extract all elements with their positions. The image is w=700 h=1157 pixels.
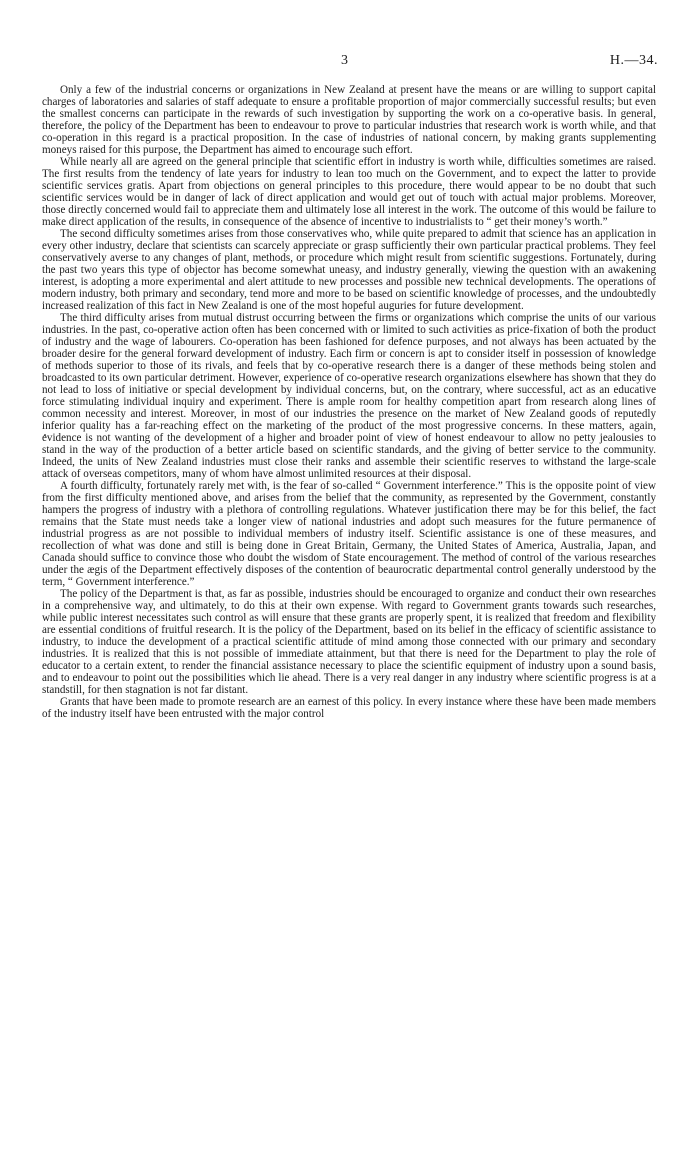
paragraph-4: The third difficulty arises from mutual distrust occurring between the firms or organizations which comprise the units of our various industries. In the past, co-operative action often has been concerned with or limited to such activities as price-fixation of both the product of industry and the wage of labourers. Co-operation has been fashioned for defence purposes, and not always has been actuated by the broader desire for the general forward development of industry. Each firm or concern is apt to consider itself in possession of knowledge of methods superior to those of its rivals, and feels that by co-operative research there is a danger of these methods being stolen and broadcasted to its own particular detriment. However, experience of co-operative research organizations elsewhere has shown that they do not lead to loss of initiative or special development by individual concerns, but, on the contrary, where successful, act as an educative force stimulating individual inquiry and experiment. There is ample room for healthy competition apart from research along lines of common necessity and interest. Moreover, in most of our industries the presence on the market of New Zealand goods of reputedly inferior quality has a far-reaching effect on the marketing of the product of the most progressive concerns. In these matters, again, evidence is not wanting of the development of a higher and broader point of view of honest endeavour to allow no petty jealousies to stand in the way of the production of a better article based on scientific standards, and the giving of better service to the community. Indeed, the units of New Zealand industries must close their ranks and assemble their scientific reserves to withstand the large-scale attack of overseas competitors, many of whom have almost unlimited resources at their disposal. [42,312,656,480]
paragraph-3: The second difficulty sometimes arises from those conservatives who, while quite prepared to admit that science has an application in every other industry, declare that scientists can scarcely appreciate or grasp sufficiently their own particular practical problems. They feel conservatively averse to any changes of plant, methods, or procedure which might result from scientific suggestions. Fortunately, during the past two years this type of objector has become somewhat uneasy, and industry generally, viewing the question with an awakening interest, is adopting a more experimental and alert attitude to new processes and possible new technical developments. The operations of modern industry, both primary and secondary, tend more and more to be based on scientific knowledge of processes, and the undoubtedly increased realization of this fact in New Zealand is one of the most hopeful auguries for future development. [42,228,656,312]
body-text [42,84,656,720]
paragraph-1: Only a few of the industrial concerns or organizations in New Zealand at present have the means or are willing to support capital charges of laboratories and salaries of staff adequate to ensure a profitable proportion of major commercially successful results; but even the smallest concerns can participate in the rewards of such investigation by supporting the work on a co-operative basis. In general, therefore, the policy of the Department has been to endeavour to prove to particular industries that research work is worth while, and that co-operation in this regard is a practical proposition. In the case of industries of national concern, by making grants supplementing moneys raised for this purpose, the Department has aimed to encourage such effort. [42,84,656,156]
page-number: 3 [341,53,348,68]
paragraph-2: While nearly all are agreed on the general principle that scientific effort in industry is worth while, difficulties sometimes are raised. The first results from the tendency of late years for industry to lean too much on the Government, and to expect the latter to provide scientific services gratis. Apart from objections on general principles to this procedure, there would appear to be no doubt that such scientific services would be in danger of lack of direct application and would get out of touch with actual major problems. Moreover, those directly concerned would fail to appreciate them and ultimately lose all interest in the work. The outcome of this would be failure to make direct application of the results, in consequence of the absence of incentive to industrialists to “ get their money’s worth.” [42,156,656,228]
paragraph-5: A fourth difficulty, fortunately rarely met with, is the fear of so-called “ Government interference.” This is the opposite point of view from the first difficulty mentioned above, and arises from the belief that the community, as represented by the Government, constantly hampers the progress of industry with a plethora of controlling regulations. Whatever justification there may be for this belief, the fact remains that the State must needs take a longer view of national industries and adopt such measures for the future permanence of industrial progress as are not possible to individual members of industry itself. Scientific assistance is one of these measures, and recollection of what was done and still is being done in Great Britain, Germany, the United States of America, Australia, Japan, and Canada should suffice to convince those who doubt the wisdom of State encouragement. The method of control of the various researches under the ægis of the Department effectively disposes of the contention of beaurocratic departmental control generally understood by the term, “ Government interference.” [42,480,656,588]
paragraph-6: The policy of the Department is that, as far as possible, industries should be encouraged to organize and conduct their own researches in a comprehensive way, and ultimately, to do this at their own expense. With regard to Government grants towards such researches, while public interest necessitates such control as will ensure that these grants are properly spent, it is realized that freedom and flexibility are essential conditions of fruitful research. It is the policy of the Department, based on its belief in the efficacy of scientific assistance to industry, to induce the development of a practical scientific attitude of mind among those connected with our primary and secondary industries. It is realized that this is not possible of immediate attainment, but that there is need for the Department to play the role of educator to a certain extent, to render the financial assistance necessary to place the scientific equipment of industry upon a sound basis, and to endeavour to point out the possibilities which lie ahead. There is a very real danger in any industry where scientific progress is at a standstill, for then stagnation is not far distant. [42,588,656,696]
page-header [0,53,700,73]
document-reference: H.—34. [609,53,658,68]
paragraph-7: Grants that have been made to promote research are an earnest of this policy. In every instance where these have been made members of the industry itself have been entrusted with the major control [42,696,656,720]
